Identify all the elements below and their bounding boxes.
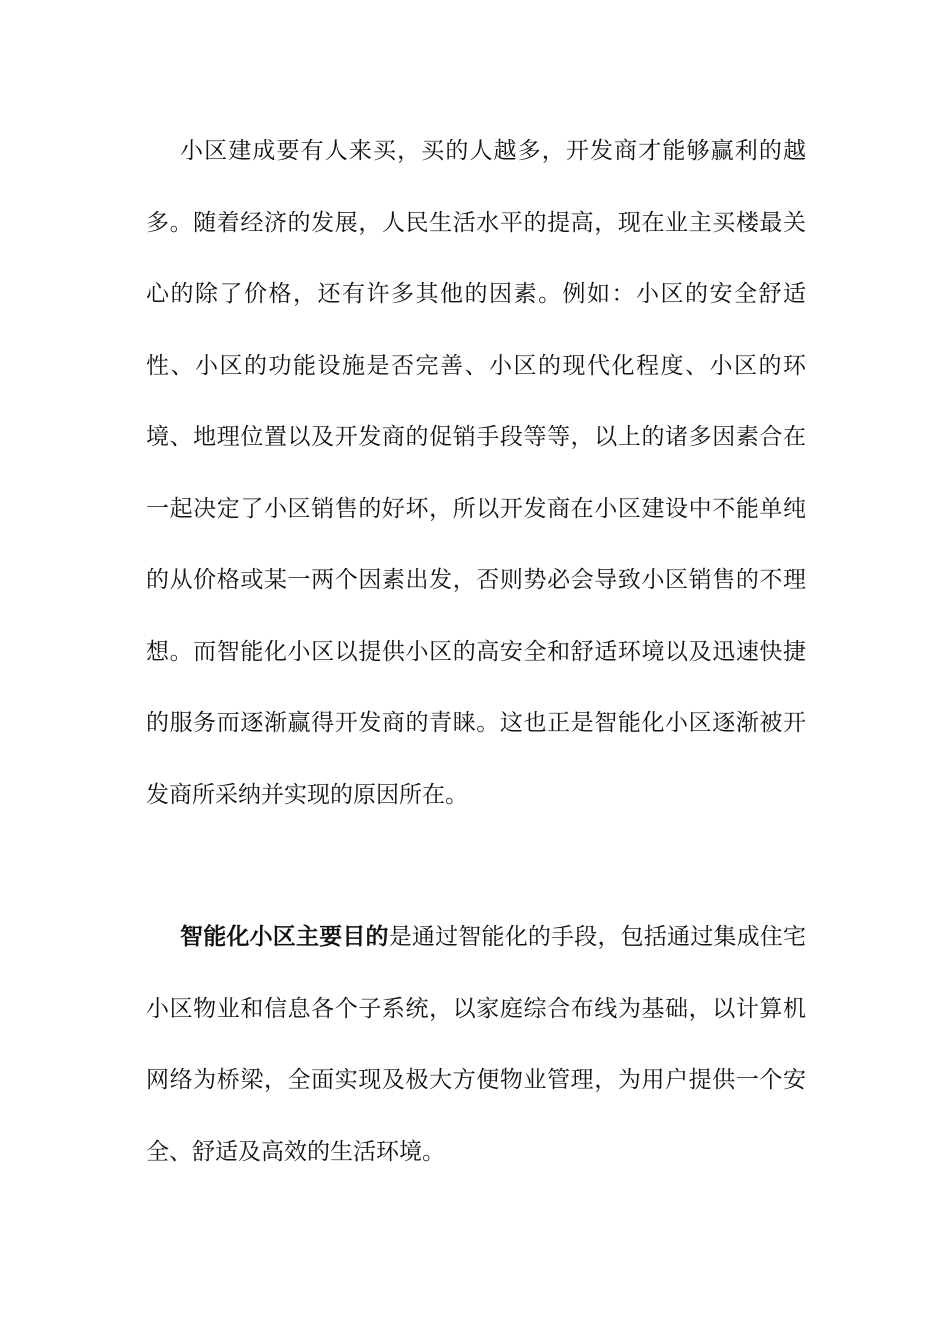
bold-term: 智能化小区主要目的	[180, 924, 389, 950]
paragraph-body: 是通过智能化的手段，包括通过集成住宅小区物业和信息各个子系统，以家庭综合布线为基础，以计算机网络为桥梁，全面实现及极大方便物业管理，为用户提供一个安全、舒适及高效的生活环境。	[146, 924, 807, 1165]
paragraph-smart-community-goal	[146, 902, 806, 1188]
paragraph-residential-sales: 小区建成要有人来买，买的人越多，开发商才能够赢利的越多。随着经济的发展，人民生活水平的提高，现在业主买楼最关心的除了价格，还有许多其他的因素。例如：小区的安全舒适性、小区的功能设施是否完善、小区的现代化程度、小区的环境、地理位置以及开发商的促销手段等等，以上的诸多因素合在一起决定了小区销售的好坏，所以开发商在小区建设中不能单纯的从价格或某一两个因素出发，否则势必会导致小区销售的不理想。而智能化小区以提供小区的高安全和舒适环境以及迅速快捷的服务而逐渐赢得开发商的青睐。这也正是智能化小区逐渐被开发商所采纳并实现的原因所在。	[146, 138, 806, 808]
